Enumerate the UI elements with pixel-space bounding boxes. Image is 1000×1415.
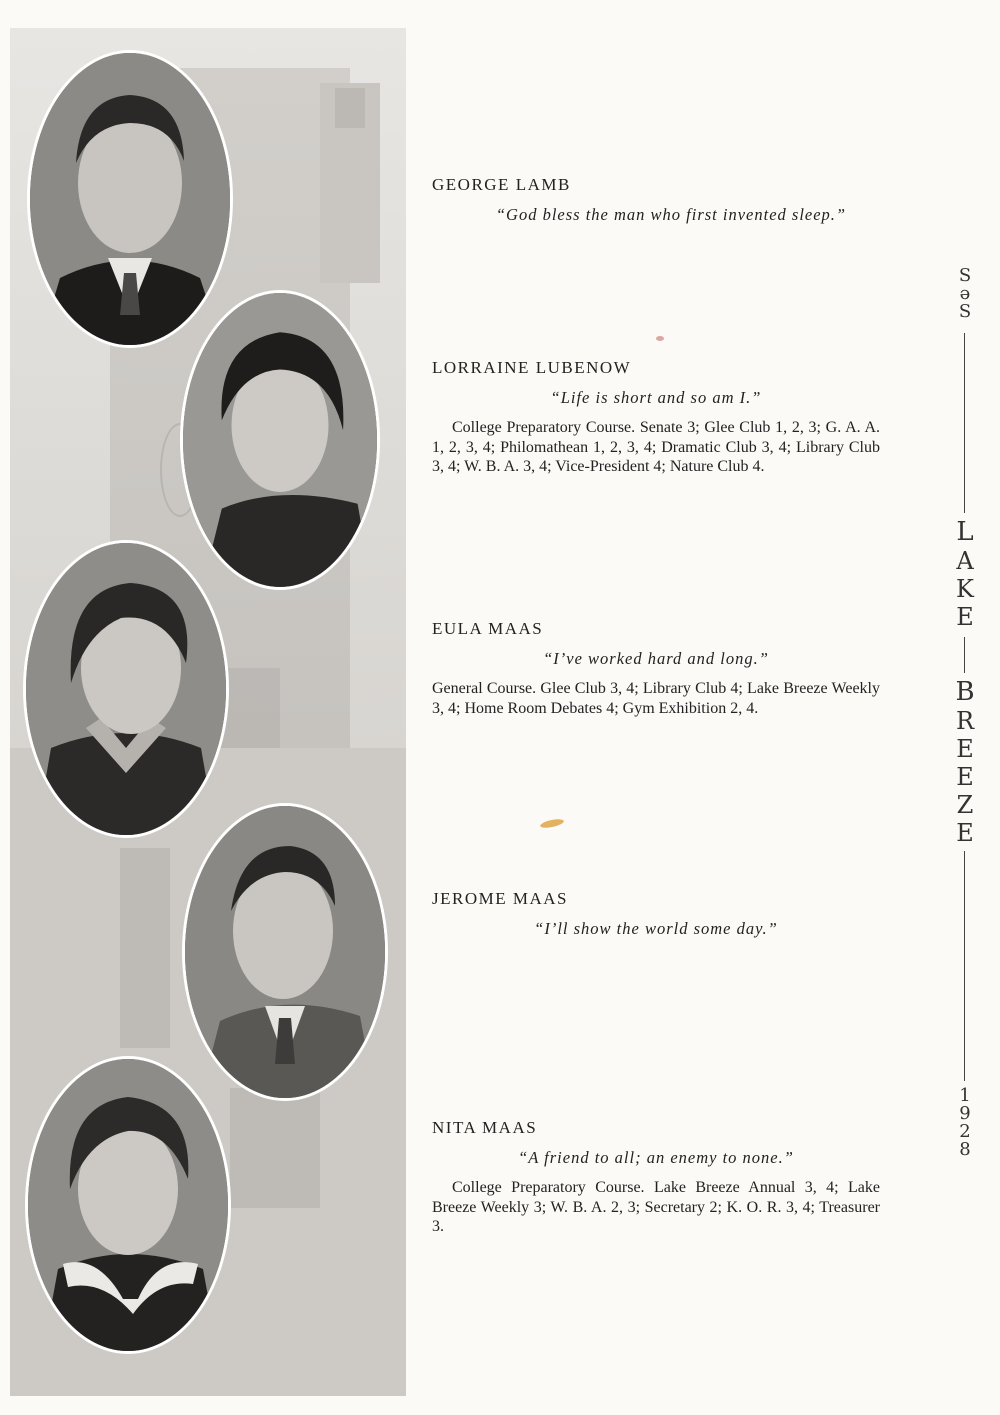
side-letter: 1 <box>959 1085 971 1106</box>
side-letter: Z <box>956 791 974 819</box>
paper-stain <box>540 818 565 830</box>
photo-strip <box>10 28 406 1396</box>
student-record: College Preparatory Course. Lake Breeze Annual 3, 4; Lake Breeze Weekly 3; W. B. A. 2, 3; Secretary 2; K. O. R. 3, 4; Treasurer 3. <box>432 1179 880 1235</box>
student-name: GEORGE LAMB <box>432 175 571 194</box>
side-letter: A <box>956 547 974 575</box>
side-letter: L <box>956 517 974 547</box>
side-rule <box>964 637 965 673</box>
side-rule <box>964 333 965 513</box>
side-letter: R <box>955 707 975 735</box>
portrait-lorraine-lubenow <box>180 290 380 590</box>
side-letter: 2 <box>959 1121 971 1142</box>
side-letter: S <box>958 301 972 322</box>
building-window <box>120 848 170 1048</box>
student-record: General Course. Glee Club 3, 4; Library Club 4; Lake Breeze Weekly 3, 4; Home Room Debates 4; Gym Exhibition 2, 4. <box>432 680 880 717</box>
side-letter: ə <box>959 283 971 304</box>
entry-eula-maas <box>432 619 880 718</box>
tower-spire <box>335 88 365 128</box>
building-window <box>230 1088 320 1208</box>
entry-george-lamb <box>432 175 880 225</box>
side-letter: E <box>956 603 974 631</box>
student-name: NITA MAAS <box>432 1118 538 1137</box>
side-letter: 9 <box>959 1103 971 1124</box>
portrait-eula-maas <box>23 540 229 838</box>
portrait-nita-maas <box>25 1056 231 1354</box>
side-letter: 8 <box>959 1139 971 1160</box>
side-letter: B <box>955 677 975 707</box>
lake-breeze-vertical-title <box>945 265 985 1375</box>
entry-jerome-maas <box>432 889 880 939</box>
portrait-jerome-maas <box>182 803 388 1101</box>
side-letter: E <box>956 735 974 763</box>
entry-lorraine-lubenow <box>432 358 880 477</box>
student-name: EULA MAAS <box>432 619 544 638</box>
student-record: College Preparatory Course. Senate 3; Glee Club 1, 2, 3; G. A. A. 1, 2, 3, 4; Philomathean 1, 2, 3, 4; Dramatic Club 3, 4; Library Club 3, 4; W. B. A. 3, 4; Vice-President 4; Nature Club 4. <box>432 419 880 475</box>
portrait-george-lamb <box>27 50 233 348</box>
building-window <box>220 668 280 748</box>
student-motto: “I’ve worked hard and long.” <box>543 649 769 668</box>
side-letter: K <box>956 575 974 603</box>
side-letter: E <box>956 763 974 791</box>
student-name: JEROME MAAS <box>432 889 568 908</box>
student-motto: “I’ll show the world some day.” <box>534 919 778 938</box>
student-motto: “Life is short and so am I.” <box>550 388 762 407</box>
side-rule <box>964 851 965 1081</box>
student-motto: “A friend to all; an enemy to none.” <box>518 1148 794 1167</box>
paper-stain <box>656 336 664 341</box>
entry-nita-maas <box>432 1118 880 1237</box>
student-motto: “God bless the man who first invented sleep.” <box>495 205 847 224</box>
side-letter: E <box>956 819 974 847</box>
student-name: LORRAINE LUBENOW <box>432 358 632 377</box>
side-letter: S <box>958 265 972 286</box>
